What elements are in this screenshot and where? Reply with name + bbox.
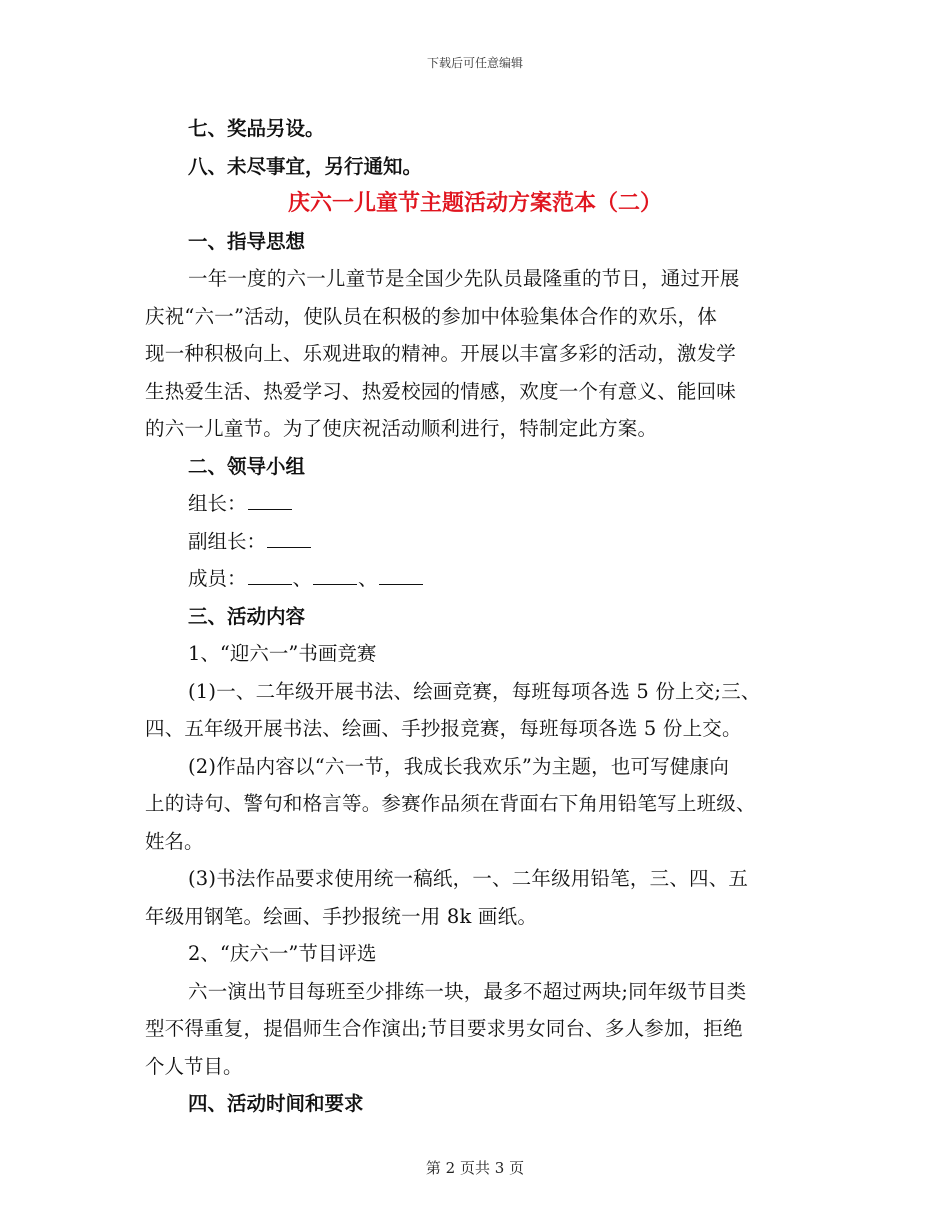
section-4-heading: 四、活动时间和要求 xyxy=(188,1092,364,1115)
separator: 、 xyxy=(358,567,378,590)
paragraph-line: (2)作品内容以“六一节，我成长我欢乐”为主题，也可写健康向 xyxy=(188,754,730,778)
paragraph-line: 六一演出节目每班至少排练一块，最多不超过两块;同年级节目类 xyxy=(188,979,747,1003)
vice-leader-label: 副组长： xyxy=(188,529,267,553)
section-2-heading: 二、领导小组 xyxy=(188,454,306,478)
paragraph-line: 个人节目。 xyxy=(145,1054,243,1078)
members-label: 成员： xyxy=(188,567,247,590)
paragraph-line: 四、五年级开展书法、绘画、手抄报竞赛，每班每项各选 5 份上交。 xyxy=(145,717,742,740)
vice-leader-row xyxy=(145,523,805,561)
leader-blank xyxy=(248,487,292,510)
member-blank xyxy=(313,562,357,585)
paragraph-line: 上的诗句、警句和格言等。参赛作品须在背面右下角用铅笔写上班级、 xyxy=(145,792,756,815)
paragraph-line: 庆祝“六一”活动，使队员在积极的参加中体验集体合作的欢乐，体 xyxy=(145,304,717,328)
item-8: 八、未尽事宜，另行通知。 xyxy=(188,154,423,178)
member-blank xyxy=(379,562,423,585)
leader-label: 组长： xyxy=(188,492,247,515)
paragraph-line: 生热爱生活、热爱学习、热爱校园的情感，欢度一个有意义、能回味 xyxy=(145,379,737,403)
paragraph-line: 年级用钢笔。绘画、手抄报统一用 8k 画纸。 xyxy=(145,904,538,928)
document-body xyxy=(145,110,805,1123)
paragraph-line: 姓名。 xyxy=(145,829,204,853)
paragraph-line: 型不得重复，提倡师生合作演出;节目要求男女同台、多人参加，拒绝 xyxy=(145,1017,743,1040)
members-row xyxy=(145,560,805,598)
paragraph-line: (1)一、二年级开展书法、绘画竞赛，每班每项各选 5 份上交;三、 xyxy=(188,679,761,703)
paragraph-line: 的六一儿童节。为了使庆祝活动顺利进行，特制定此方案。 xyxy=(145,417,658,440)
page-footer: 第 2 页共 3 页 xyxy=(425,1159,525,1177)
leader-row xyxy=(145,485,805,523)
document-title: 庆六一儿童节主题活动方案范本（二） xyxy=(287,191,662,216)
page-header: 下载后可任意编辑 xyxy=(426,56,523,70)
section-1-heading: 一、指导思想 xyxy=(188,229,306,253)
paragraph-line: 现一种积极向上、乐观进取的精神。开展以丰富多彩的活动，激发学 xyxy=(145,342,737,365)
member-blank xyxy=(248,562,292,585)
separator: 、 xyxy=(292,567,313,590)
section-3-heading: 三、活动内容 xyxy=(188,604,306,628)
item-7: 七、奖品另设。 xyxy=(188,117,325,140)
paragraph-line: (3)书法作品要求使用统一稿纸，一、二年级用铅笔，三、四、五 xyxy=(188,867,749,890)
paragraph-line: 一年一度的六一儿童节是全国少先队员最隆重的节日，通过开展 xyxy=(188,267,740,290)
subsection-2: 2、“庆六一”节目评选 xyxy=(188,942,377,965)
subsection-1: 1、“迎六一”书画竞赛 xyxy=(188,642,377,665)
vice-leader-blank xyxy=(267,525,311,548)
